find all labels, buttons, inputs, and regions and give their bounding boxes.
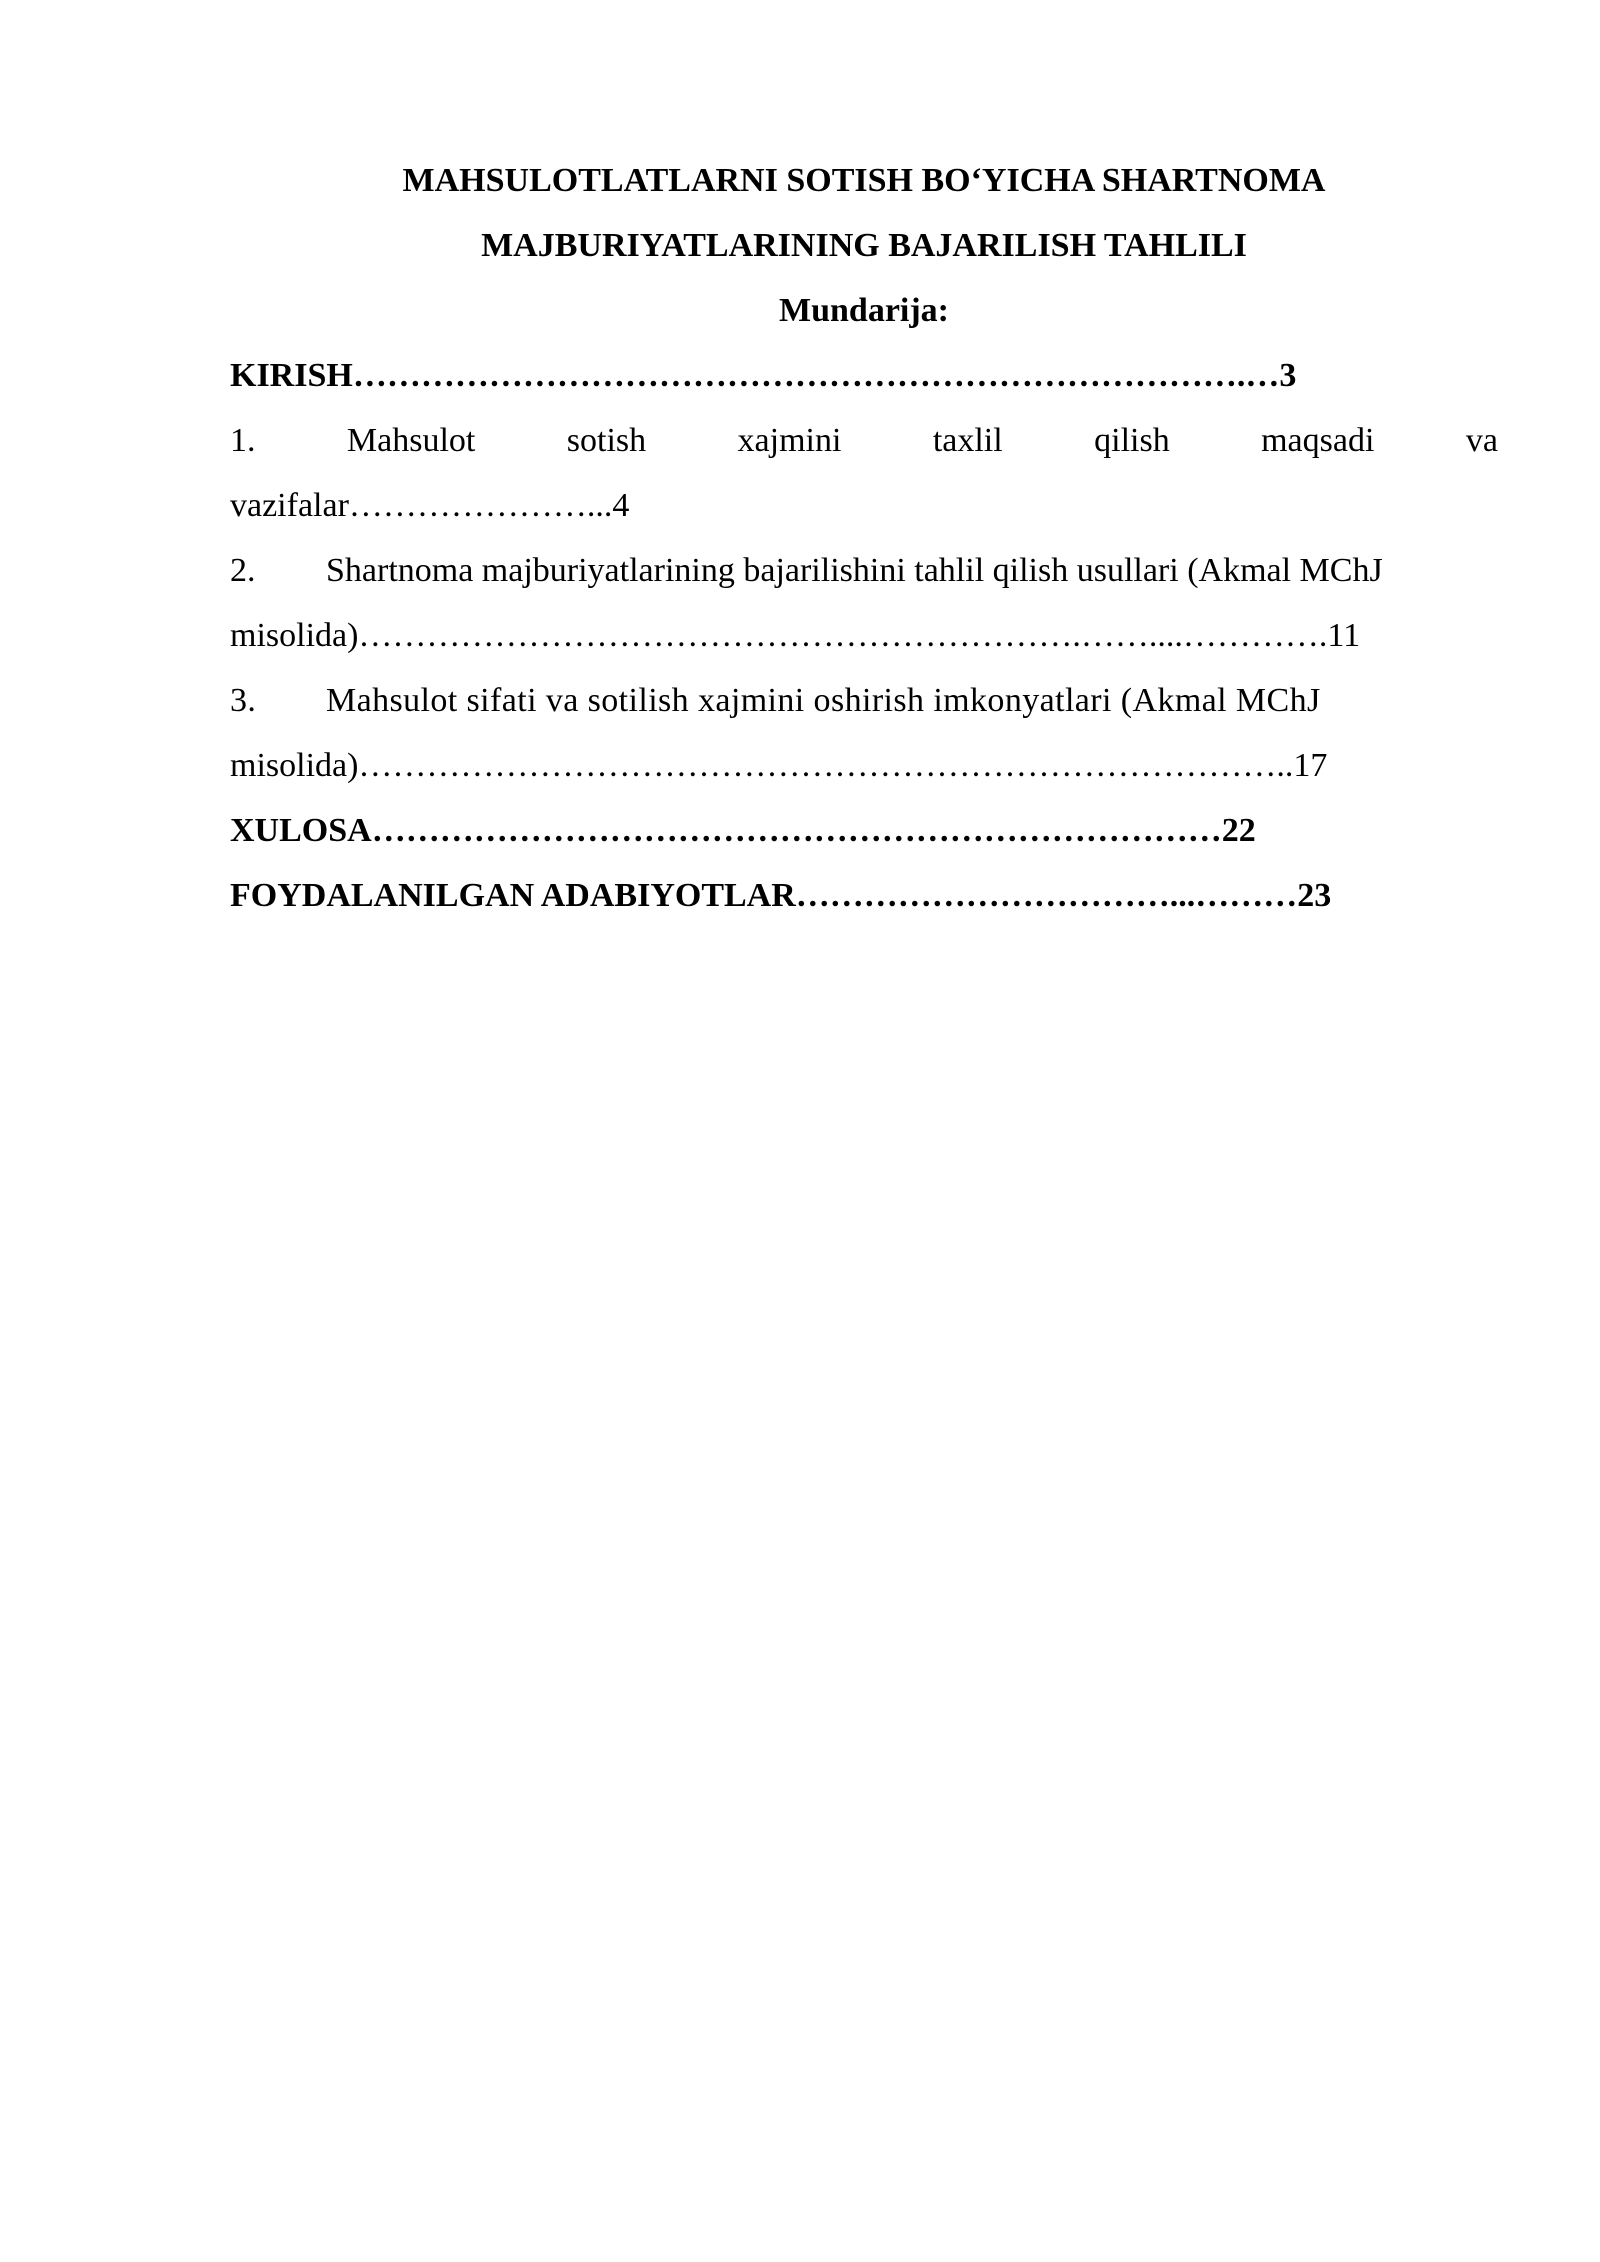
document-body (230, 148, 1498, 928)
toc-entry-intro: KIRISH…………………………………………………………………….…3 (230, 357, 1297, 394)
toc-entry-1-word: Mahsulot (346, 422, 476, 459)
toc-entry-conclusion: XULOSA…………………………………………………………………22 (230, 812, 1256, 849)
toc-entry-3-text: Mahsulot sifati va sotilish xajmini oshirish imkonyatlari (Akmal MChJ (326, 682, 1321, 719)
toc-entry-1-word: 1. (230, 422, 256, 459)
toc-entry-references: FOYDALANILGAN ADABIYOTLAR……………………………...………23 (230, 877, 1332, 914)
toc-entry-3-number: 3. (230, 682, 257, 719)
toc-heading: Mundarija: (779, 292, 949, 329)
toc-entry-1-word: maqsadi (1261, 422, 1375, 459)
toc-entry-1-word: va (1465, 422, 1498, 459)
toc-entry-1-word: sotish (566, 422, 647, 459)
toc-entry-1-line-2: vazifalar…………………...4 (230, 487, 630, 524)
toc-entry-1-word: qilish (1094, 422, 1170, 459)
toc-entry-3-line-1 (230, 668, 1498, 733)
toc-entry-1-word: xajmini (737, 422, 842, 459)
toc-entry-2-number: 2. (230, 552, 256, 589)
title-line-2: MAJBURIYATLARINING BAJARILISH TAHLILI (481, 227, 1247, 264)
title-line-1: MAHSULOTLATLARNI SOTISH BO‘YICHA SHARTNOMA (402, 162, 1326, 199)
toc-entry-1-word: taxlil (932, 422, 1003, 459)
toc-entry-3-line-2: misolida)………………………………………………………………………..17 (230, 747, 1328, 784)
toc-entry-2-line-1 (230, 538, 1498, 603)
toc-entry-2-line-2: misolida)……………………………………………………….……....………….11 (230, 617, 1361, 654)
toc-entry-2-text: Shartnoma majburiyatlarining bajarilishini tahlil qilish usullari (Akmal MChJ (326, 552, 1383, 589)
toc-entry-1-line-1 (230, 408, 1498, 473)
